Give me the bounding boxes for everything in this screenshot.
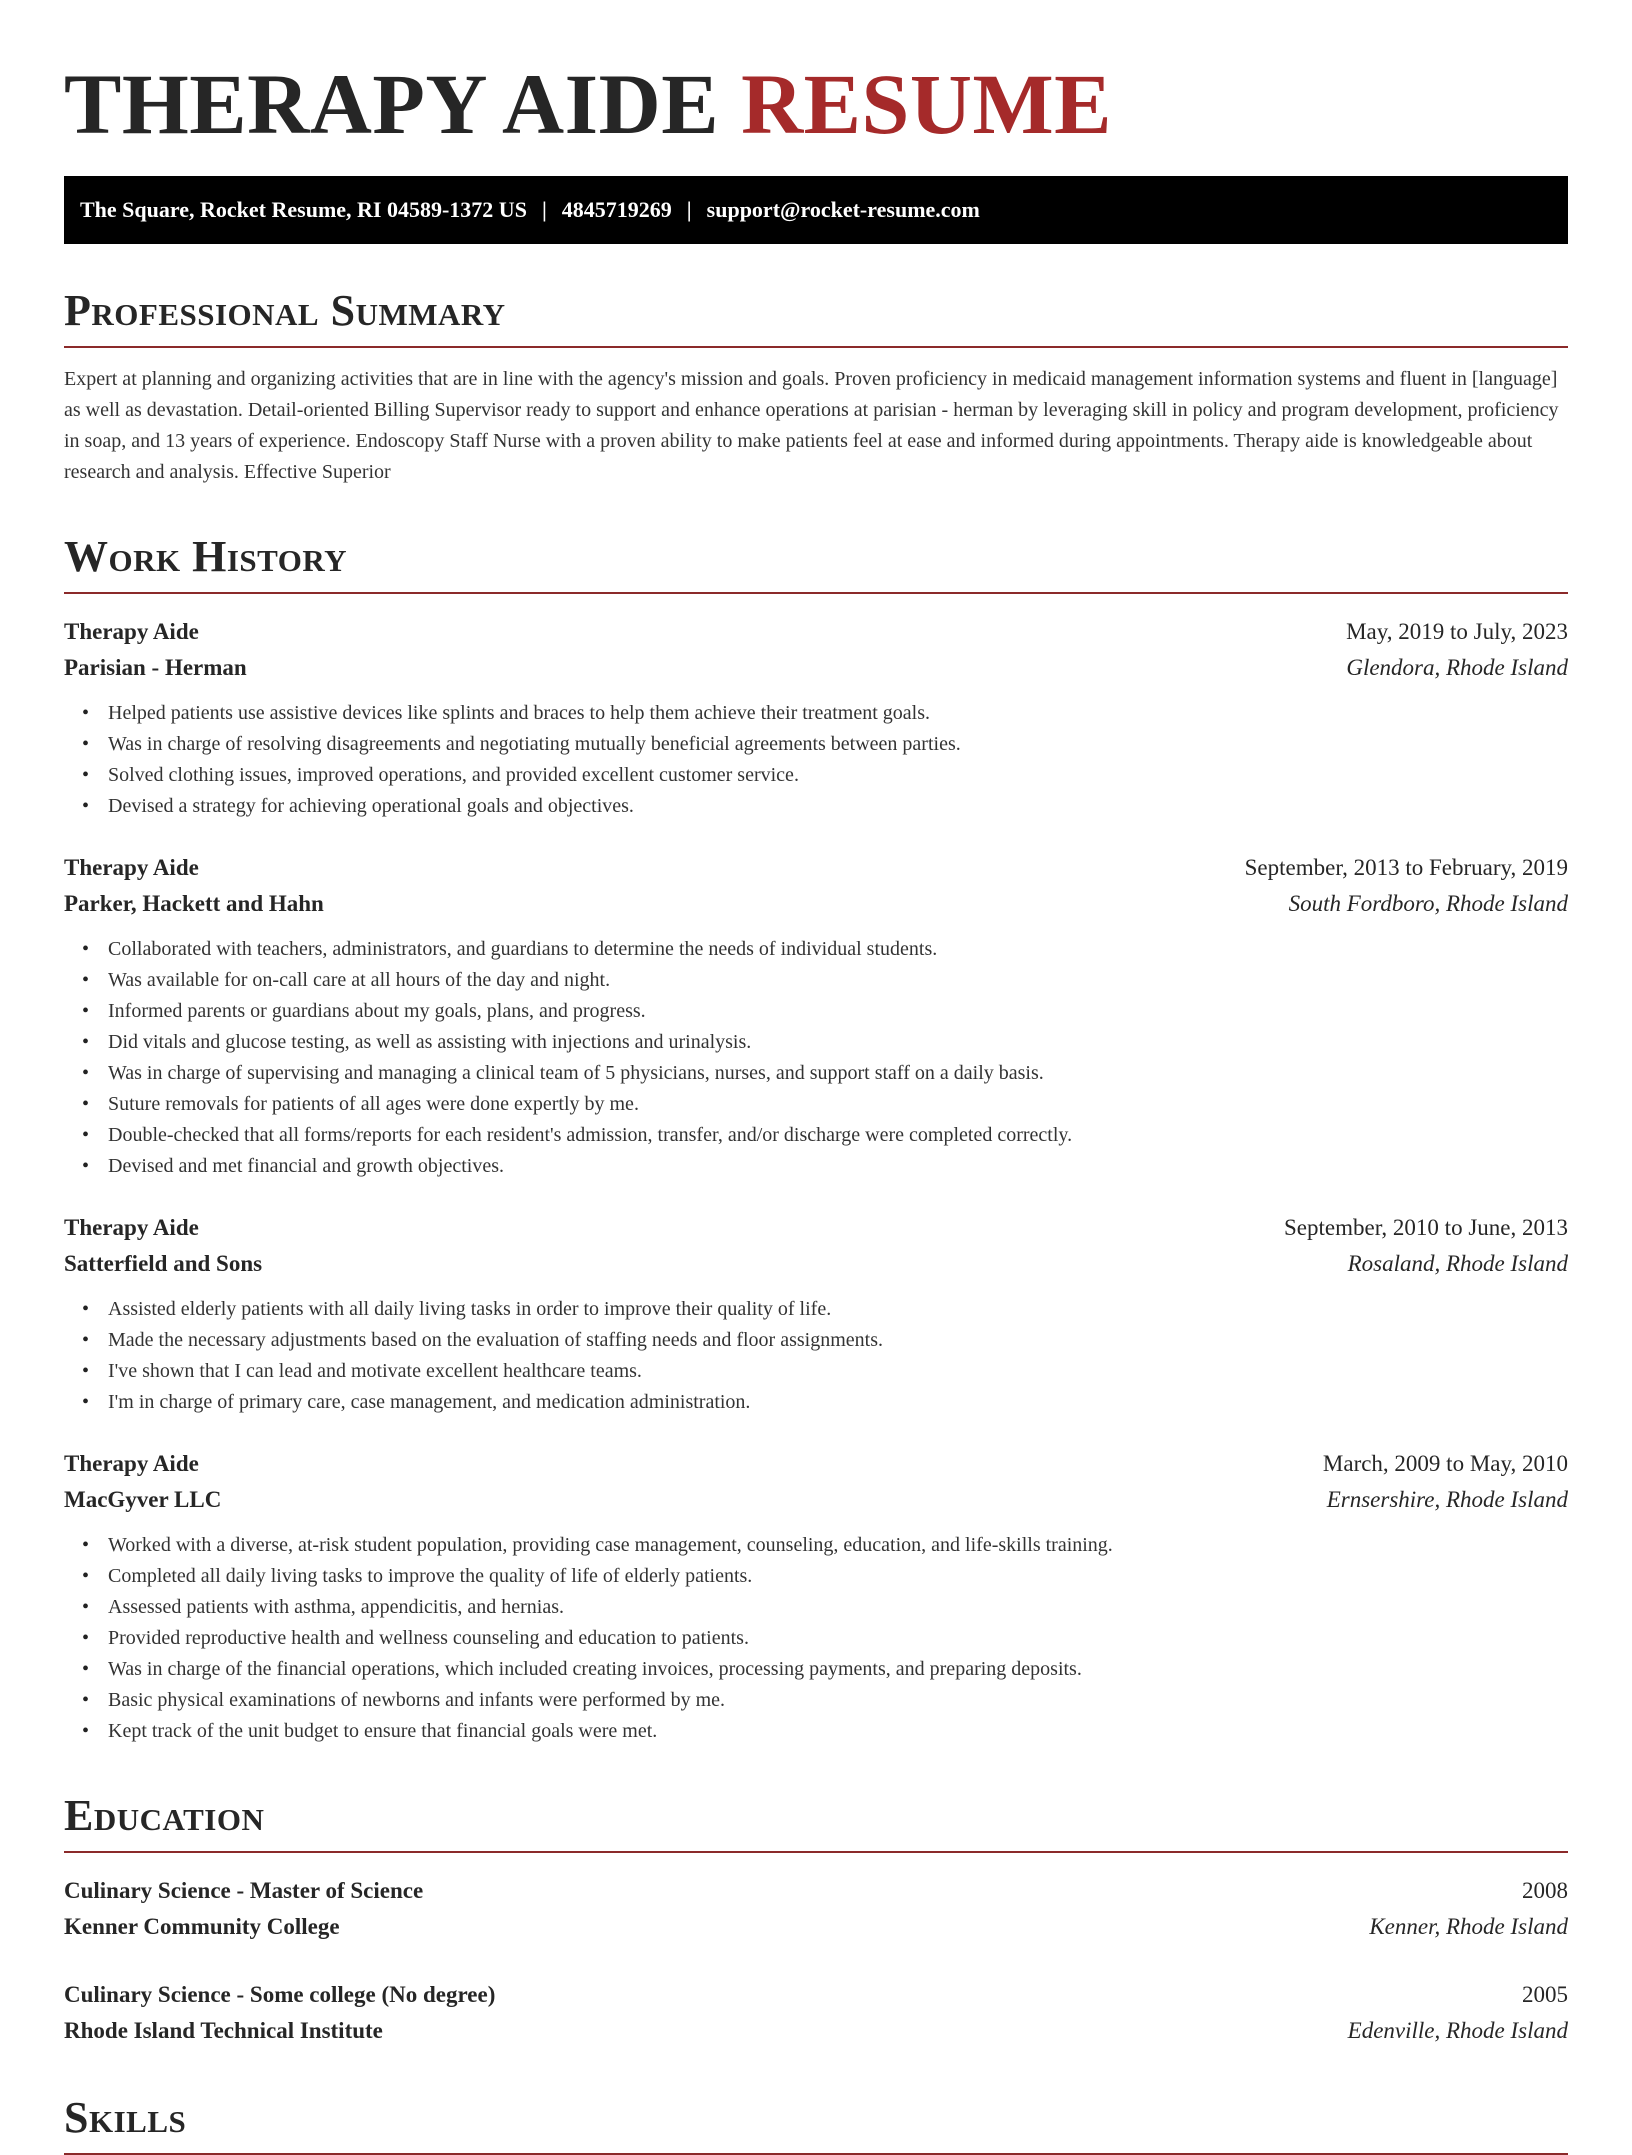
- list-item: • Basic physical examinations of newborns and infants were performed by me.: [108, 1685, 1568, 1716]
- list-item: • Completed all daily living tasks to improve the quality of life of elderly patients.: [108, 1561, 1568, 1592]
- job-title: Therapy Aide: [64, 1451, 199, 1476]
- list-item: • Kept track of the unit budget to ensure that financial goals were met.: [108, 1716, 1568, 1747]
- job-bullets: [64, 698, 1568, 822]
- contact-email: support@rocket-resume.com: [706, 197, 980, 222]
- education-entry: [64, 1977, 1568, 2049]
- resume-title: [64, 0, 1568, 154]
- list-item: • Worked with a diverse, at-risk student population, providing case management, counseling, education, and life-skills training.: [108, 1530, 1568, 1561]
- entry-row: [64, 1210, 1568, 1246]
- entry-row: [64, 2013, 1568, 2049]
- contact-separator: |: [541, 197, 547, 222]
- list-item: • Made the necessary adjustments based on the evaluation of staffing needs and floor assignments.: [108, 1325, 1568, 1356]
- job-entry: [64, 1446, 1568, 1747]
- job-entry: [64, 850, 1568, 1182]
- education-degree: Culinary Science - Some college (No degree): [64, 1982, 496, 2007]
- education-heading: Education: [64, 1793, 1568, 1853]
- list-item: • Was in charge of the financial operations, which included creating invoices, processing payments, and preparing deposits.: [108, 1654, 1568, 1685]
- title-accent: RESUME: [741, 56, 1113, 152]
- list-item: • Was in charge of resolving disagreements and negotiating mutually beneficial agreements between parties.: [108, 729, 1568, 760]
- job-bullets: [64, 1530, 1568, 1747]
- job-location: South Fordboro, Rhode Island: [1288, 891, 1568, 916]
- work-history-heading: Work History: [64, 534, 1568, 594]
- education-year: 2008: [1522, 1878, 1568, 1903]
- entry-row: [64, 650, 1568, 686]
- job-company: MacGyver LLC: [64, 1487, 222, 1512]
- work-history-list: [64, 614, 1568, 1747]
- education-location: Kenner, Rhode Island: [1369, 1914, 1568, 1939]
- education-year: 2005: [1522, 1982, 1568, 2007]
- list-item: • Was in charge of supervising and managing a clinical team of 5 physicians, nurses, and support staff on a daily basis.: [108, 1058, 1568, 1089]
- entry-row: [64, 1909, 1568, 1945]
- entry-row: [64, 850, 1568, 886]
- entry-row: [64, 1446, 1568, 1482]
- contact-separator: |: [686, 197, 692, 222]
- entry-row: [64, 1246, 1568, 1282]
- list-item: • Was available for on-call care at all hours of the day and night.: [108, 965, 1568, 996]
- job-title: Therapy Aide: [64, 1215, 199, 1240]
- job-location: Glendora, Rhode Island: [1346, 655, 1568, 680]
- list-item: • I'm in charge of primary care, case management, and medication administration.: [108, 1387, 1568, 1418]
- job-entry: [64, 1210, 1568, 1418]
- list-item: • Assisted elderly patients with all daily living tasks in order to improve their quality of life.: [108, 1294, 1568, 1325]
- education-location: Edenville, Rhode Island: [1347, 2018, 1568, 2043]
- entry-row: [64, 886, 1568, 922]
- education-school: Rhode Island Technical Institute: [64, 2018, 383, 2043]
- entry-row: [64, 614, 1568, 650]
- education-entry: [64, 1873, 1568, 1945]
- list-item: • Informed parents or guardians about my goals, plans, and progress.: [108, 996, 1568, 1027]
- list-item: • Devised a strategy for achieving operational goals and objectives.: [108, 791, 1568, 822]
- title-main: THERAPY AIDE: [64, 56, 720, 152]
- job-company: Parker, Hackett and Hahn: [64, 891, 324, 916]
- entry-row: [64, 1977, 1568, 2013]
- job-title: Therapy Aide: [64, 619, 199, 644]
- education-school: Kenner Community College: [64, 1914, 340, 1939]
- list-item: • Helped patients use assistive devices like splints and braces to help them achieve their treatment goals.: [108, 698, 1568, 729]
- education-list: [64, 1873, 1568, 2049]
- job-dates: May, 2019 to July, 2023: [1346, 619, 1568, 644]
- job-company: Parisian - Herman: [64, 655, 247, 680]
- job-bullets: [64, 1294, 1568, 1418]
- job-location: Ernsershire, Rhode Island: [1326, 1487, 1568, 1512]
- job-entry: [64, 614, 1568, 822]
- list-item: • Collaborated with teachers, administrators, and guardians to determine the needs of individual students.: [108, 934, 1568, 965]
- job-bullets: [64, 934, 1568, 1182]
- job-dates: September, 2010 to June, 2013: [1284, 1215, 1568, 1240]
- list-item: • Double-checked that all forms/reports for each resident's admission, transfer, and/or discharge were completed correctly.: [108, 1120, 1568, 1151]
- education-degree: Culinary Science - Master of Science: [64, 1878, 424, 1903]
- summary-heading: Professional Summary: [64, 288, 1568, 348]
- job-location: Rosaland, Rhode Island: [1347, 1251, 1568, 1276]
- entry-row: [64, 1873, 1568, 1909]
- list-item: • I've shown that I can lead and motivate excellent healthcare teams.: [108, 1356, 1568, 1387]
- skills-heading: Skills: [64, 2095, 1568, 2155]
- job-dates: September, 2013 to February, 2019: [1244, 855, 1568, 880]
- entry-row: [64, 1482, 1568, 1518]
- list-item: • Suture removals for patients of all ages were done expertly by me.: [108, 1089, 1568, 1120]
- list-item: • Assessed patients with asthma, appendicitis, and hernias.: [108, 1592, 1568, 1623]
- list-item: • Did vitals and glucose testing, as well as assisting with injections and urinalysis.: [108, 1027, 1568, 1058]
- list-item: • Devised and met financial and growth objectives.: [108, 1151, 1568, 1182]
- contact-address: The Square, Rocket Resume, RI 04589-1372 US: [80, 197, 527, 222]
- job-dates: March, 2009 to May, 2010: [1322, 1451, 1568, 1476]
- list-item: • Provided reproductive health and wellness counseling and education to patients.: [108, 1623, 1568, 1654]
- contact-phone: 4845719269: [561, 197, 672, 222]
- contact-bar: [64, 176, 1568, 244]
- job-company: Satterfield and Sons: [64, 1251, 263, 1276]
- list-item: • Solved clothing issues, improved operations, and provided excellent customer service.: [108, 760, 1568, 791]
- summary-text: Expert at planning and organizing activities that are in line with the agency's mission and goals. Proven proficiency in medicaid management information systems and fluent in [language] as well as devastation. Detail-oriented Billing Supervisor ready to support and enhance operations at parisian - herman by leveraging skill in policy and program development, proficiency in soap, and 13 years of experience. Endoscopy Staff Nurse with a proven ability to make patients feel at ease and informed during appointments. Therapy aide is knowledgeable about research and analysis. Effective Superior: [64, 368, 1559, 483]
- job-title: Therapy Aide: [64, 855, 199, 880]
